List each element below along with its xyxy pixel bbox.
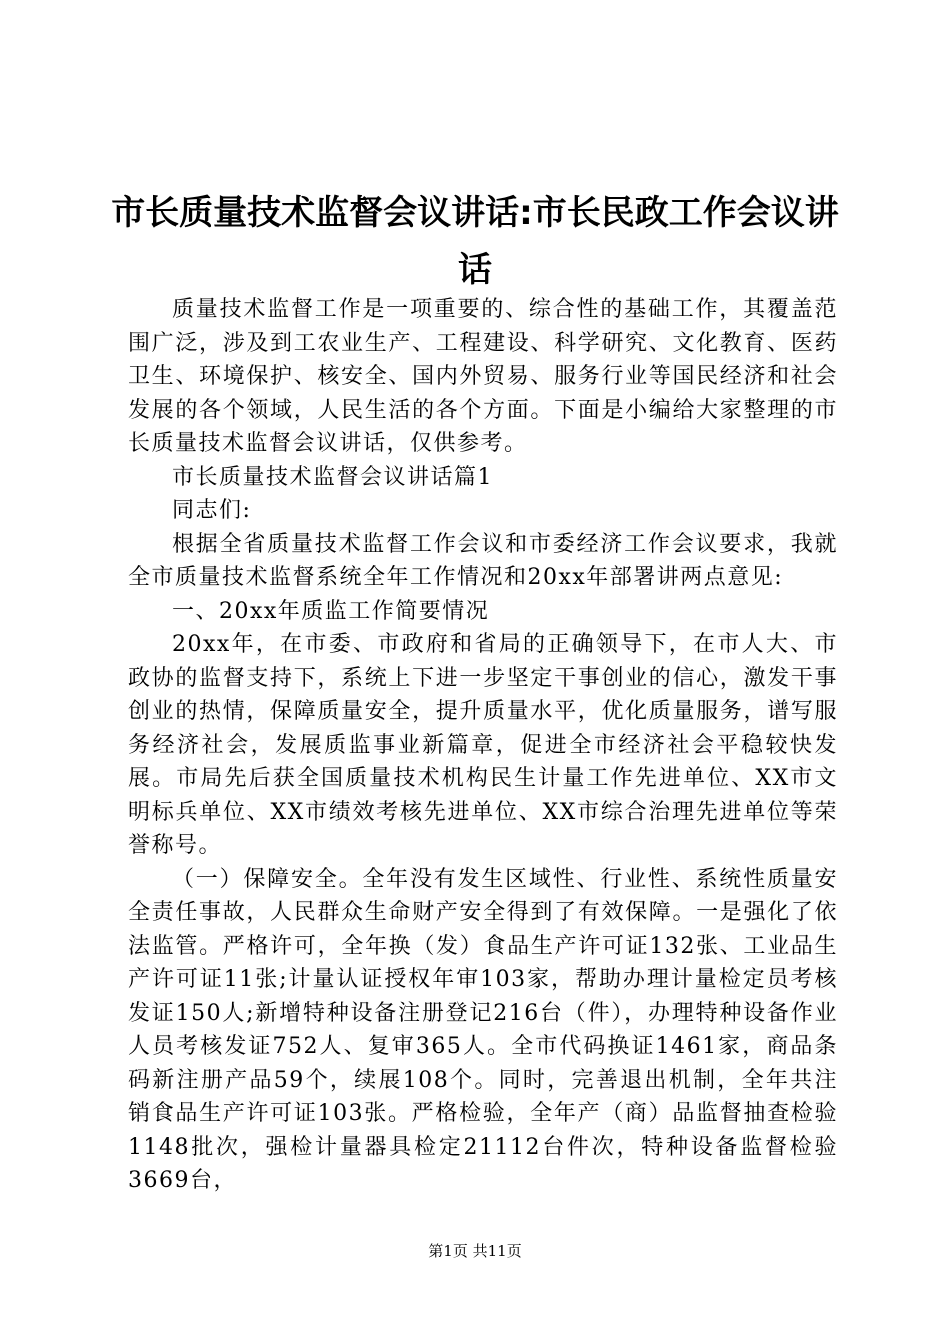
body-paragraph: 20xx年，在市委、市政府和省局的正确领导下，在市人大、市政协的监督支持下，系统上下进一步坚定干事创业的信心，激发干事创业的热情，保障质量安全，提升质量水平，优化质量服务，谱写服务经济社会，发展质监事业新篇章，促进全市经济社会平稳较快发展。市局先后获全国质量技术机构民生计量工作先进单位、XX市文明标兵单位、XX市绩效考核先进单位、XX市综合治理先进单位等荣誉称号。 bbox=[128, 632, 838, 858]
document-title: 市长质量技术监督会议讲话:市长民政工作会议讲话 bbox=[111, 193, 839, 290]
subsection-heading: 一、20xx年质监工作简要情况 bbox=[172, 598, 490, 624]
body-paragraph: （一）保障安全。全年没有发生区域性、行业性、系统性质量安全责任事故，人民群众生命财产安全得到了有效保障。一是强化了依法监管。严格许可，全年换（发）食品生产许可证132张、工业品生产许可证11张;计量认证授权年审103家，帮助办理计量检定员考核发证150人;新增特种设备注册登记216台（件），办理特种设备作业人员考核发证752人、复审365人。全市代码换证1461家，商品条码新注册产品59个，续展108个。同时，完善退出机制，全年共注销食品生产许可证103张。严格检验，全年产（商）品监督抽查检验1148批次，强检计量器具检定21112台件次，特种设备监督检验3669台， bbox=[128, 866, 838, 1193]
section-heading: 市长质量技术监督会议讲话篇1 bbox=[172, 464, 493, 490]
salutation: 同志们: bbox=[172, 498, 252, 523]
body-paragraph: 根据全省质量技术监督工作会议和市委经济工作会议要求，我就全市质量技术监督系统全年工作情况和20xx年部署讲两点意见: bbox=[128, 531, 838, 590]
page-number-footer: 第1页 共11页 bbox=[428, 1242, 522, 1260]
document-body bbox=[128, 293, 838, 1198]
intro-paragraph: 质量技术监督工作是一项重要的、综合性的基础工作，其覆盖范围广泛，涉及到工农业生产、工程建设、科学研究、文化教育、医药卫生、环境保护、核安全、国内外贸易、服务行业等国民经济和社会发展的各个领域，人民生活的各个方面。下面是小编给大家整理的市长质量技术监督会议讲话，仅供参考。 bbox=[128, 297, 838, 456]
